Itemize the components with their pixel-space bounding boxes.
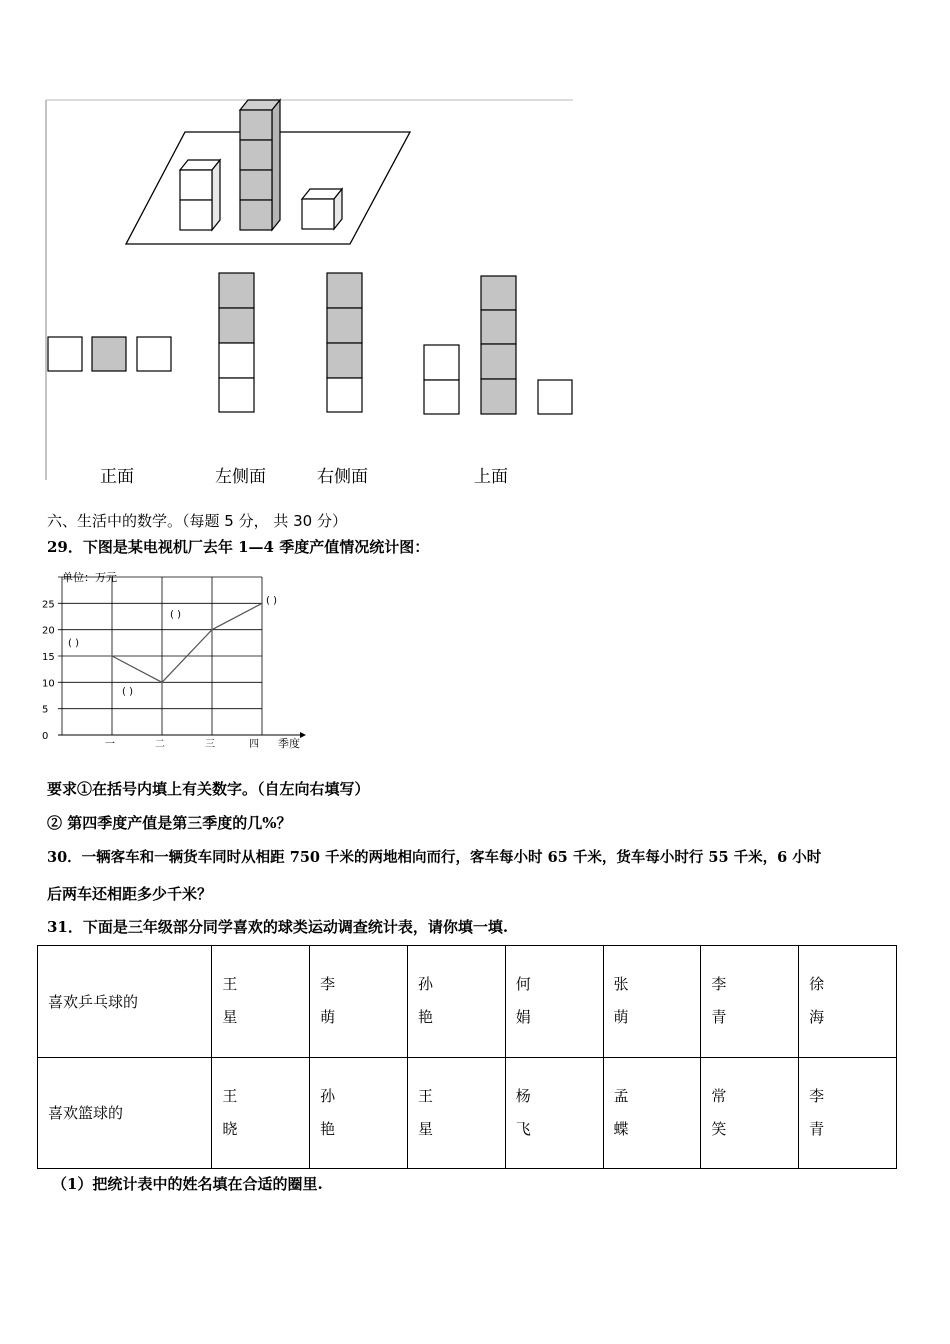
section-six-heading: 六、生活中的数学。（每题 5 分， 共 30 分） bbox=[47, 512, 347, 530]
blank-bracket-label: ( ) bbox=[266, 595, 277, 607]
data-point bbox=[211, 629, 213, 631]
front-view-squares bbox=[48, 337, 171, 371]
name-cell: 孙 艳 bbox=[407, 946, 505, 1058]
name-cell: 常 笑 bbox=[701, 1057, 799, 1169]
blank-bracket-label: ( ) bbox=[122, 686, 133, 698]
q31-text: 31．下面是三年级部分同学喜欢的球类运动调查统计表，请你填一填. bbox=[47, 918, 509, 936]
blank-bracket-label: ( ) bbox=[68, 638, 79, 649]
data-point bbox=[161, 682, 163, 684]
label-right-view: 右侧面 bbox=[317, 467, 368, 487]
row-header: 喜欢篮球的 bbox=[38, 1057, 212, 1169]
table-row-basketball bbox=[38, 1057, 897, 1169]
chart-series bbox=[111, 603, 263, 684]
table-row-pingpong bbox=[38, 946, 897, 1058]
q29-text: 29．下图是某电视机厂去年 1—4 季度产值情况统计图： bbox=[47, 538, 430, 556]
name-cell: 张 萌 bbox=[603, 946, 701, 1058]
x-tick-label: 二 bbox=[155, 739, 165, 750]
left-view-squares bbox=[219, 273, 254, 412]
y-tick-label: 0 bbox=[42, 731, 49, 742]
q29-requirement-1: 要求①在括号内填上有关数字。（自左向右填写） bbox=[47, 780, 370, 798]
cube-stack-left bbox=[180, 160, 220, 230]
y-tick-label: 15 bbox=[42, 652, 55, 663]
x-tick-label: 四 bbox=[249, 739, 259, 750]
name-cell: 杨 飞 bbox=[505, 1057, 603, 1169]
name-cell: 孙 艳 bbox=[310, 1057, 408, 1169]
chart-grid bbox=[58, 577, 262, 735]
y-tick-label: 5 bbox=[42, 704, 49, 716]
y-tick-label: 25 bbox=[42, 599, 55, 611]
label-top-view: 上面 bbox=[474, 467, 508, 487]
y-tick-label: 10 bbox=[42, 678, 55, 690]
name-cell: 徐 海 bbox=[799, 946, 897, 1058]
q30-line-1: 30．一辆客车和一辆货车同时从相距 750 千米的两地相向而行，客车每小时 65 千米，货车每小时行 55 千米，6 小时 bbox=[47, 849, 822, 866]
chart-axes bbox=[58, 732, 306, 738]
cube-stack-right bbox=[302, 189, 342, 229]
cube-stack-middle bbox=[240, 100, 280, 230]
data-point bbox=[111, 655, 113, 657]
q30-line-2: 后两车还相距多少千米？ bbox=[47, 885, 213, 903]
name-cell: 王 星 bbox=[407, 1057, 505, 1169]
row-header: 喜欢乒乓球的 bbox=[38, 946, 212, 1058]
q29-requirement-2: ② 第四季度产值是第三季度的几%？ bbox=[47, 814, 292, 832]
name-cell: 李 青 bbox=[799, 1057, 897, 1169]
name-cell: 孟 蝶 bbox=[603, 1057, 701, 1169]
x-tick-label: 一 bbox=[105, 739, 115, 750]
top-view-squares bbox=[424, 276, 572, 414]
name-cell: 李 萌 bbox=[310, 946, 408, 1058]
name-cell: 王 星 bbox=[212, 946, 310, 1058]
blank-bracket-label: ( ) bbox=[170, 609, 181, 621]
y-tick-label: 20 bbox=[42, 625, 55, 637]
name-cell: 王 晓 bbox=[212, 1057, 310, 1169]
x-axis-arrow bbox=[300, 732, 306, 738]
chart-x-axis-label: 季度 bbox=[278, 737, 300, 750]
data-point bbox=[261, 603, 263, 605]
right-view-squares bbox=[327, 273, 362, 412]
label-front-view: 正面 bbox=[100, 467, 134, 487]
ball-sports-survey-table bbox=[37, 945, 897, 1169]
name-cell: 李 青 bbox=[701, 946, 799, 1058]
cube-views-figure bbox=[0, 0, 600, 500]
q31-subquestion-1: （1）把统计表中的姓名填在合适的圈里. bbox=[52, 1175, 323, 1193]
production-line-chart bbox=[40, 565, 320, 755]
name-cell: 何 娟 bbox=[505, 946, 603, 1058]
x-tick-label: 三 bbox=[205, 739, 215, 750]
label-left-view: 左侧面 bbox=[215, 467, 266, 487]
series-line bbox=[112, 603, 262, 682]
chart-unit-label: 单位：万元 bbox=[62, 571, 117, 584]
